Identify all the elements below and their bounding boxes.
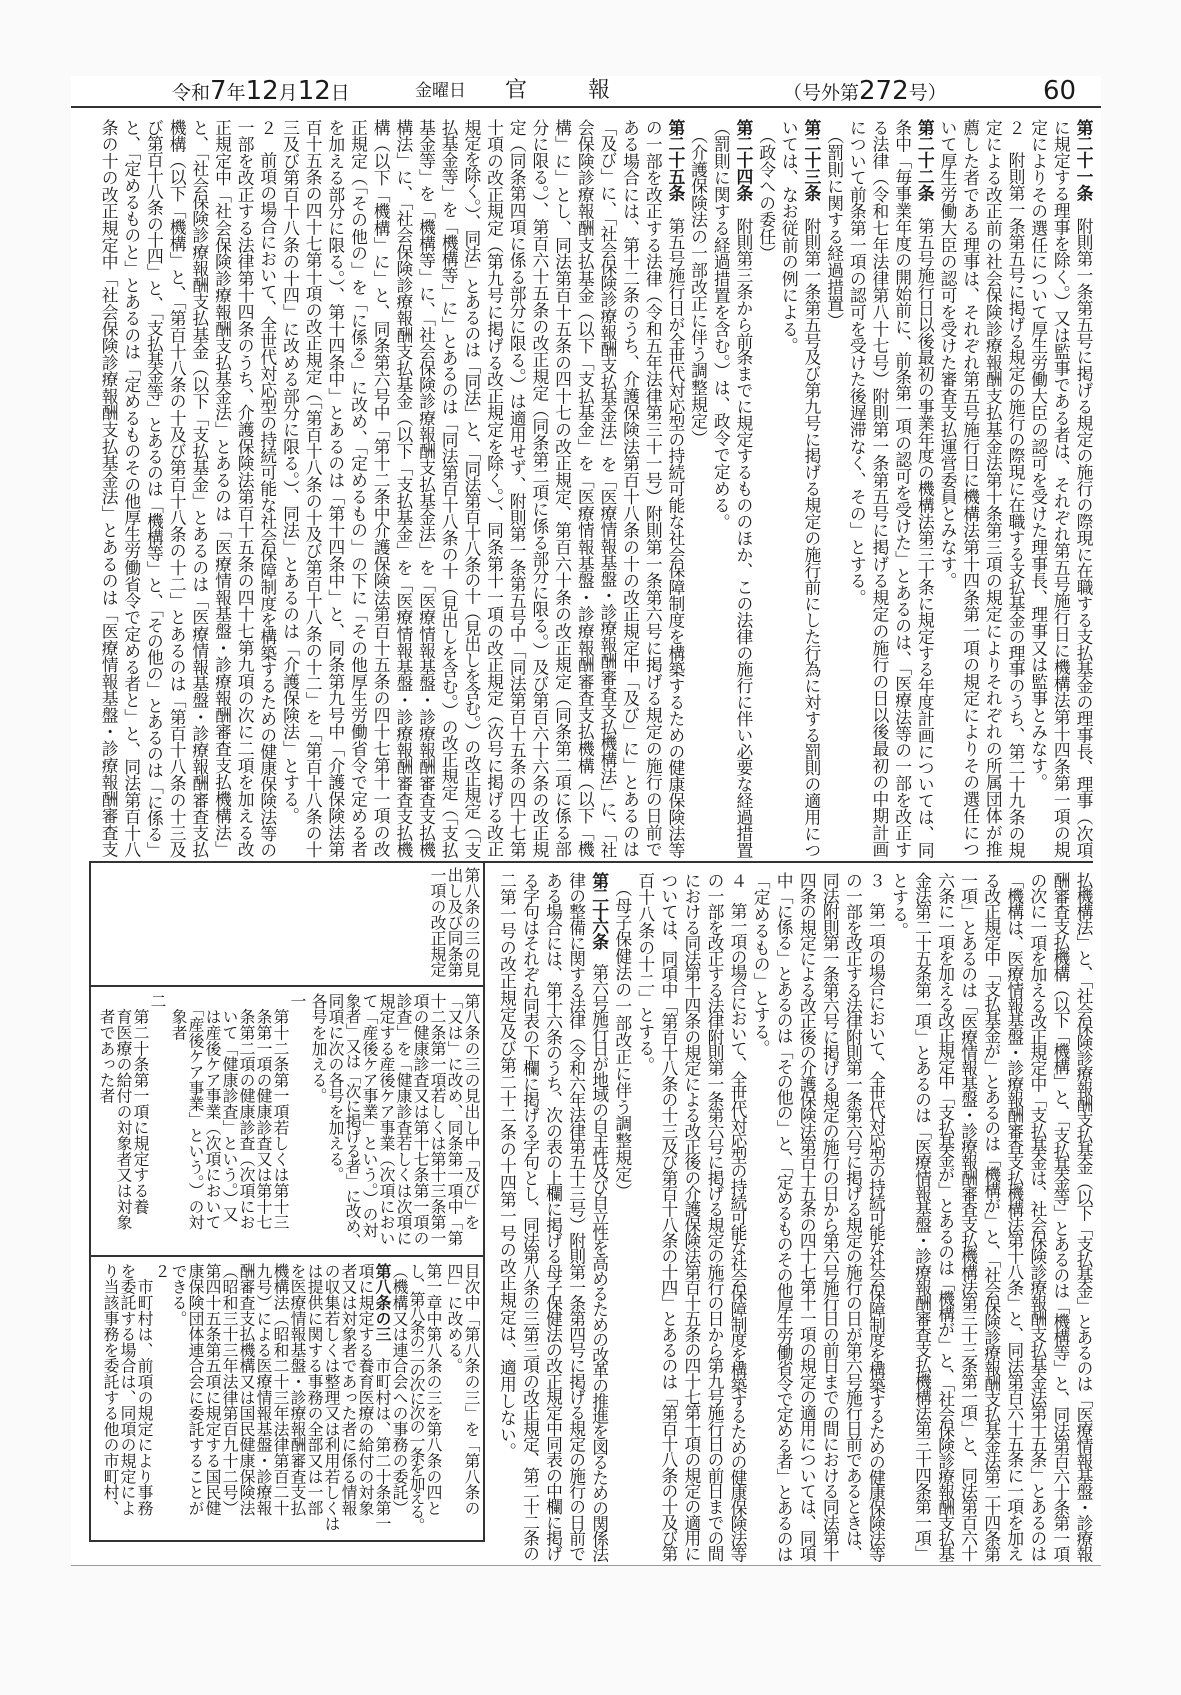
text-column: る字句はそれぞれ同表の下欄に掲げる字句とし、同法第八条の三第三項の改正規定、第二十二条の xyxy=(520,872,541,1561)
article-heading: 第二十三条 xyxy=(801,119,822,202)
table-text-column: 出し及び同条第 xyxy=(445,867,464,978)
article-text: 市町村は、第二十条第一 xyxy=(373,1342,392,1532)
text-column: の次に一項を加える改正規定中「支払基金は、社会保険診療報酬支払基金法第十五条」とあるのは xyxy=(1027,872,1048,1561)
text-column: 「機構は、医療情報基盤・診療報酬審査支払機構法第十八条」と、同法第百六十五条に一項を加え xyxy=(1004,872,1025,1561)
text-column: 酬審査支払機構（以下「機構」と、「支払基金等」とあるのは「機構等」と、同法第百六十条第一項 xyxy=(1050,872,1071,1562)
text-column: 正規定（「その他の」を「に係る」に改め、「定めるもの」の下に「その他厚生労働省令で定める者 xyxy=(348,119,369,858)
text-column: 金法第二十五条第一項」とあるのは「医療情報基盤・診療報酬審査支払機構法第三十四条第一項」 xyxy=(912,872,933,1561)
table-text-column: り当該事務を委託する他の市町村、 xyxy=(101,1263,120,1516)
text-column: 四条の規定による改正後の介護保険法第百十五条の四十七第十一項の規定の適用については、同項 xyxy=(797,872,818,1561)
text-column: を加える部分に限る。）、第十四条中」とあるのは「第十四条中」と、同条第九号中「介護保険法第 xyxy=(325,119,346,858)
table-row-lower xyxy=(91,1257,483,1540)
table-text-column: て「産後ケア事業」という。）の対 xyxy=(360,993,379,1238)
article-text: 第六号施行日が地域の自主性及び自立性を高めるための改革の推進を図るための関係法 xyxy=(589,948,610,1562)
table-text-column: 第八条の三の見 xyxy=(462,867,481,978)
lower-right-text-block xyxy=(492,872,1092,1562)
text-column xyxy=(661,119,684,859)
text-column: 中「に係る」とあるのは「その他の」と、「定めるものその他厚生労働省令で定める者」とあるのは xyxy=(774,872,795,1562)
text-column: 機構（以下「機構」と、「第百十八条の十及び第百十八条の十二」とあるのは「第百十八条の十三及 xyxy=(167,119,188,859)
table-text-column: できる。 xyxy=(169,1263,188,1327)
text-column: ２ 附則第一条第五号に掲げる規定の施行の際現に在職する支払基金の理事のうち、第二十九条の規 xyxy=(1005,119,1026,858)
text-column: 分に限る。）、第百六十五条の改正規定（同条第二項に係る部分に限る。）及び第百六十六条の改正規 xyxy=(529,119,550,859)
header-rule xyxy=(71,106,1101,108)
table-text-column: 第八条の三の見出し中「及び」を xyxy=(462,993,481,1230)
text-column: の一部を改正する法律附則第一条第六号に掲げる規定の施行の日から第九号施行日の前日までの間 xyxy=(705,872,725,1561)
text-column: ついては、同項中「第百十八条の十三及び第百十八条の十四」とあるのは「第百十八条の十及び第 xyxy=(658,872,679,1561)
table-text-column: 者又は対象者であった者に係る情報 xyxy=(339,1263,358,1516)
table-text-column: 酬審査支払機構又は国民健康保険法 xyxy=(237,1263,256,1516)
table-text-column: し、第八条の二の次に次の一条を加える。 xyxy=(407,1263,426,1533)
table-text-column: 十二条第一項若しくは第十三条第一 xyxy=(428,993,447,1246)
table-item-column: 条第一項の健康診査又は第十七 xyxy=(254,993,273,1230)
table-cell-lower xyxy=(93,1263,479,1533)
text-column: と、「定めるものと」とあるのは「定めるものその他厚生労働省令で定める者と」と、同法第百十八 xyxy=(121,119,142,859)
table-text-column: は提供に関する事務の全部又は一部 xyxy=(305,1263,324,1516)
table-text-column: 同項に次の各号を加える。 xyxy=(326,993,345,1183)
table-item-column: 一 xyxy=(288,993,307,1009)
table-text-column: （昭和三十三年法律第百九十二号） xyxy=(220,1263,239,1516)
text-column: 百十五条の四十七第十項の改正規定（「第百十八条の十及び第百十八条の十二」を「第百十八条の十 xyxy=(303,119,324,859)
text-column: 払基金等」を「機構等」に」とあるのは「同法第百十八条の十（見出しを含む。）の改正規定（「支払 xyxy=(439,119,460,858)
text-column: 十項の改正規定（第九号に掲げる改正規定を除く。）、同条第十一項の改正規定（次号に掲げる改正 xyxy=(484,119,505,858)
text-column xyxy=(729,119,752,859)
table-item-column: 条第二項の健康診査（次項にお xyxy=(237,993,256,1230)
title-char-1: 官 xyxy=(505,78,528,103)
table-text-column: 規定する産後ケア事業（次項におい xyxy=(377,993,396,1246)
text-column: について前条第一項の認可を受けた後遅滞なく、その」とする。 xyxy=(847,119,868,606)
table-text-column: 「又は」に改め、同条第一項中「第 xyxy=(445,993,464,1246)
table-text-column: の収集若しくは整理又は利用若しくは xyxy=(322,1263,341,1532)
table-text-column: 項に規定する養育医療の給付の対象 xyxy=(356,1263,375,1516)
text-column xyxy=(911,119,934,859)
article-text: 附則第三条から前条までに規定するもののほか、この法律の施行に伴い必要な経過措置 xyxy=(733,201,754,859)
table-item-column: 第二十条第一項に規定する養 xyxy=(131,993,150,1215)
article-heading: 第二十二条 xyxy=(915,119,936,202)
text-column: 払機構法」と、「社会保険診療報酬支払基金（以下「支払基金」とあるのは「医療情報基盤・診療報 xyxy=(1074,872,1094,1562)
text-column xyxy=(1069,119,1092,859)
table-item-column: 者であった者 xyxy=(97,993,116,1104)
text-column: の一部を改正する法律附則第一条第六号に掲げる規定の施行の日が第六号施行日前であるときは、 xyxy=(843,872,864,1561)
table-text-column: 康保険団体連合会に委託することが xyxy=(186,1263,205,1516)
table-item-column: は産後ケア事業（次項において xyxy=(203,993,222,1230)
table-item-column: 二 xyxy=(148,993,167,1009)
title-char-2: 報 xyxy=(588,78,611,103)
table-text-column: 各号を加える。 xyxy=(309,993,328,1104)
text-column: 定による改正前の社会保険診療報酬支払基金法第十条第三項の規定によりそれぞれの所属団体が推 xyxy=(983,119,1004,858)
text-column: ３ 第一項の場合において、全世代対応型の持続可能な社会保障制度を構築するための健康保険法等 xyxy=(866,872,887,1561)
table-row-upper xyxy=(91,861,483,987)
text-column: （罰則に関する経過措置） xyxy=(824,119,845,329)
text-column: 六条に一項を加える改正規定中「支払基金が」とあるのは「機構が」と、「社会保険診療報酬支払基 xyxy=(935,872,956,1562)
text-column: ある場合には、第十六条のうち、次の表の上欄に掲げる母子保健法の改正規定中同表の中欄に掲げ xyxy=(543,872,564,1561)
text-column: 定（同条第四項に係る部分に限る。）は適用せず、附則第一条第五号中「同法第百十五条の四十七第 xyxy=(507,119,528,859)
article-heading: 第二十一条 xyxy=(1074,119,1094,202)
text-column: における同法第十四条の規定による改正後の介護保険法第百十五条の四十七第十項の規定の適用に xyxy=(681,872,702,1561)
text-column: と、「社会保険診療報酬支払基金（以下「支払基金」とあるのは「医療情報基盤・診療報酬審査支払 xyxy=(189,119,210,859)
text-column: 百十八条の十二」とする。 xyxy=(635,872,656,1074)
text-column: とする。 xyxy=(889,872,910,940)
page-number: 60 xyxy=(1043,76,1077,106)
date-day: 12 xyxy=(297,76,331,106)
text-column: ４ 第一項の場合において、全世代対応型の持続可能な社会保障制度を構築するための健康保険法等 xyxy=(728,872,749,1561)
table-text-column: を医療情報基盤・診療報酬審査支払 xyxy=(288,1263,307,1516)
text-column: 基金等」を「機構等」に、「社会保険診療報酬支払基金法」を「医療情報基盤・診療報酬審査支払機 xyxy=(416,119,437,859)
text-column: 「及び」に、「社会保険診療報酬支払基金法」を「医療情報基盤・診療報酬審査支払機構法」に、「社 xyxy=(597,119,618,858)
issue-date xyxy=(172,78,350,106)
table-item-column: 象者 xyxy=(169,993,188,1041)
table-text-column: 第四十五条第五項に規定する国民健 xyxy=(203,1263,222,1516)
article-heading: 第二十四条 xyxy=(733,119,754,202)
article-text: 第五号施行日が全世代対応型の持続可能な社会保障制度を構築するための健康保険法等 xyxy=(665,201,686,859)
table-cell-upper xyxy=(93,867,479,979)
article-text: 附則第一条第五号に掲げる規定の施行の際現に在職する支払基金の理事長、理事（次項 xyxy=(1074,201,1094,859)
article-text: 第五号施行日以後最初の事業年度の機構法第三十条に規定する年度計画については、同 xyxy=(915,201,936,859)
text-column: 正規定中「社会保険診療報酬支払基金法」とあるのは「医療情報基盤・診療報酬審査支払機構法」 xyxy=(212,119,233,858)
table-text-column: 四」に改める。 xyxy=(445,1263,464,1374)
weekday: 金曜日 xyxy=(415,81,466,101)
text-column xyxy=(585,872,608,1562)
text-column: いて厚生労働大臣の認可を受けた審査支払運営委員とみなす。 xyxy=(937,119,958,590)
text-column: （介護保険法の一部改正に伴う調整規定） xyxy=(688,119,709,447)
text-column: ２ 前項の場合において、全世代対応型の持続可能な社会保障制度を構築するための健康保険法等の xyxy=(257,119,278,858)
upper-text-block xyxy=(94,119,1092,859)
text-column: る改正規定中「支払基金が」とあるのは「機構が」と、「社会保険診療報酬支払基金法第二十四条第 xyxy=(981,872,1002,1562)
table-text-column: 第一章中第八条の三を第八条の四と xyxy=(424,1263,443,1516)
text-column: 規定を除く。）、同法」とあるのは「同法」と、「同法第百十八条の十（見出しを含む。）の改正規定（「支 xyxy=(461,119,482,858)
table-item-column: 「産後ケア事業」という。）の対 xyxy=(186,993,205,1230)
article-heading: 第二十五条 xyxy=(665,119,686,202)
text-column: 一項」とあるのは「医療情報基盤・診療報酬審査支払機構法第三十三条第一項」と、同法第百六十 xyxy=(958,872,979,1561)
text-column: 構（以下「機構」に」と、同条第六号中「第十二条中介護保険法第百十五条の四十七第十一項の改 xyxy=(371,119,392,858)
article-text: 附則第一条第五号及び第九号に掲げる規定の施行前にした行為に対する罰則の適用につ xyxy=(801,201,822,859)
text-column: び第百十八条の十四」と、「支払基金等」とあるのは「機構等」と、「その他の」とあるのは「に係る」 xyxy=(144,119,165,859)
issue-suffix: 号） xyxy=(908,82,947,104)
table-item-column: 第十二条第一項若しくは第十三 xyxy=(271,993,290,1230)
text-column: 「定めるもの」とする。 xyxy=(751,872,772,1057)
text-column: に規定する理事を除く。）又は監事である者は、それぞれ第五号施行日に機構法第十四条第一項の規 xyxy=(1051,119,1072,859)
text-column: 律の整備に関する法律（令和六年法律第五十三号）附則第一条第四号に掲げる規定の施行の日前で xyxy=(566,872,587,1561)
table-text-column: 目次中「第八条の三」を「第八条の xyxy=(462,1263,481,1516)
table-text-column: 九号）による医療情報基盤・診療報 xyxy=(254,1263,273,1516)
date-month: 12 xyxy=(245,76,279,106)
table-text-column: 象者」又は「次に掲げる者」に改め、 xyxy=(343,993,362,1248)
table-text-column: 一項の改正規定 xyxy=(428,867,447,978)
text-column: 三及び第百十八条の十四」に改める部分に限る。）、同法」とあるのは「介護保険法」とする。 xyxy=(280,119,301,825)
amendment-table xyxy=(89,861,485,1542)
table-text-column: 診査」を「健康診査若しくは次項に xyxy=(394,993,413,1246)
text-column: 条の十の改正規定中「社会保険診療報酬支払基金法」とあるのは「医療情報基盤・診療報酬審査支 xyxy=(99,119,120,858)
table-text-column: 機構法（昭和二十三年法律第百二十 xyxy=(271,1263,290,1516)
table-cell-middle xyxy=(93,993,479,1249)
text-column: の一部を改正する法律（令和五年法律第三十一号）附則第一条第六号に掲げる規定の施行の日前で xyxy=(643,119,664,858)
table-text-column: 市町村は、前項の規定により事務 xyxy=(135,1263,154,1516)
page-bottom-rule xyxy=(71,1565,1101,1566)
table-text-column: を委託する場合は、同項の規定によ xyxy=(118,1263,137,1516)
date-month-unit: 月 xyxy=(278,82,298,104)
table-text-column: ２ xyxy=(152,1263,171,1279)
text-column: 会保険診療報酬支払基金（以下「支払基金」を「医療情報基盤・診療報酬審査支払機構（以下「機 xyxy=(575,119,596,858)
table-text-column: 項の健康診査又は第十七条第一項の xyxy=(411,993,430,1246)
text-column: （政令への委任） xyxy=(756,119,777,262)
article-heading: 第八条の三 xyxy=(373,1263,392,1342)
date-era: 令和 xyxy=(172,82,211,104)
date-year-unit: 年 xyxy=(226,82,246,104)
table-item-column: 育医療の給付の対象者又は対象 xyxy=(114,993,133,1230)
issue-prefix: （号外第 xyxy=(783,82,860,104)
text-column: （罰則に関する経過措置を含む。）は、政令で定める。 xyxy=(711,119,732,531)
text-column: 薦した者である理事は、それぞれ第五号施行日に機構法第十四条第一項の規定によりその選任につ xyxy=(960,119,981,858)
issue-number xyxy=(783,78,947,106)
text-column: （母子保健法の一部改正に伴う調整規定） xyxy=(612,872,633,1200)
text-column: 二第一号の改正規定及び第二十二条の十四第一号の改正規定は、適用しない。 xyxy=(497,872,518,1460)
article-caption: （機構又は連合会への事務の委託） xyxy=(390,1263,409,1516)
article-heading: 第二十六条 xyxy=(589,872,610,949)
text-column: いては、なお従前の例による。 xyxy=(779,119,800,355)
text-column: 定によりその選任について厚生労働大臣の認可を受けた理事長、理事又は監事とみなす。 xyxy=(1028,119,1049,791)
text-column: 同法附則第一条第六号に掲げる規定の施行の日から第六号施行日の前日までの間における同法第十 xyxy=(820,872,841,1561)
date-day-unit: 日 xyxy=(330,82,350,104)
text-column: 構法」に、「社会保険診療報酬支払基金（以下「支払基金」を「医療情報基盤・診療報酬審査支払機 xyxy=(393,119,414,859)
text-column xyxy=(797,119,820,859)
text-column: 条中「毎事業年度の開始前に、前条第一項の認可を受けた」とあるのは、「医療法等の一部を改正す xyxy=(892,119,913,859)
text-column: る法律（令和七年法律第八十七号）附則第一条第五号に掲げる規定の施行の日以後最初の中期計画 xyxy=(869,119,890,858)
table-text-column xyxy=(373,1263,390,1533)
text-column: 構」に」とし、同法第百十五条の四十七の改正規定、第百六十条の改正規定（同条第二項に係る部 xyxy=(552,119,573,858)
table-row-middle xyxy=(91,987,483,1257)
issue-number-value: 272 xyxy=(859,76,909,106)
date-year: 7 xyxy=(210,76,227,106)
text-column: 一部を改正する法律第十四条のうち、介護保険法第百十五条の四十七第九項の次に二項を加える改 xyxy=(235,119,256,858)
table-item-column: いて「健康診査」という。）又 xyxy=(220,993,239,1223)
text-column: ある場合には、第十二条のうち、介護保険法第百十八条の十の改正規定中「及び」に」とあるのは xyxy=(620,119,641,858)
